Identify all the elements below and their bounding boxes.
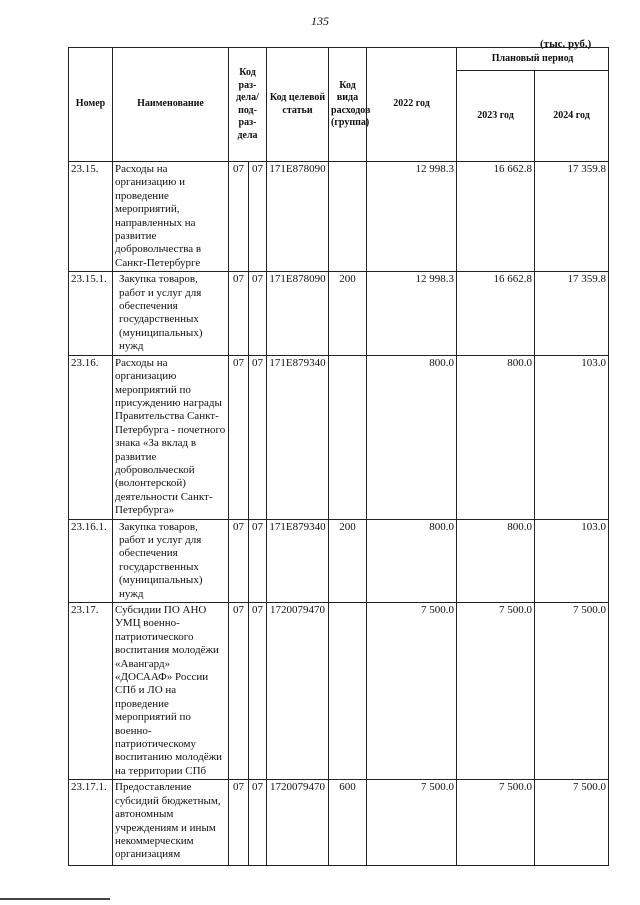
table-row <box>69 780 609 866</box>
row-name: Предоставление субсидий бюджетным, автономным учреждениям и иным некоммерческим организациям <box>113 780 229 866</box>
row-number: 23.17. <box>69 603 113 780</box>
row-2022: 7 500.0 <box>367 603 457 780</box>
table-row <box>69 162 609 272</box>
header-name: Наименование <box>113 48 229 162</box>
header-section-code: Код раз- дела/ под- раз- дела <box>229 48 267 162</box>
row-subsection: 07 <box>249 272 267 355</box>
row-number: 23.17.1. <box>69 780 113 866</box>
table-row <box>69 355 609 519</box>
table-row <box>69 272 609 355</box>
row-subsection: 07 <box>249 603 267 780</box>
row-2024: 17 359.8 <box>535 162 609 272</box>
header-expense-code: Код вида расходов (группа) <box>329 48 367 162</box>
row-subsection: 07 <box>249 162 267 272</box>
row-name: Закупка товаров, работ и услуг для обеспечения государственных (муниципальных) нужд <box>113 519 229 602</box>
row-2022: 12 998.3 <box>367 272 457 355</box>
table-row <box>69 519 609 602</box>
row-expense-code <box>329 355 367 519</box>
row-subsection: 07 <box>249 355 267 519</box>
row-target-code: 171E879340 <box>267 355 329 519</box>
row-expense-code: 600 <box>329 780 367 866</box>
header-target-code: Код целевой статьи <box>267 48 329 162</box>
footer-scan-line <box>0 898 110 900</box>
row-section: 07 <box>229 519 249 602</box>
row-target-code: 1720079470 <box>267 780 329 866</box>
row-name: Расходы на организацию и проведение мероприятий, направленных на развитие добровольчества в Санкт-Петербурге <box>113 162 229 272</box>
row-2024: 7 500.0 <box>535 780 609 866</box>
row-2023: 7 500.0 <box>457 780 535 866</box>
row-target-code: 171E879340 <box>267 519 329 602</box>
row-2022: 800.0 <box>367 519 457 602</box>
row-name: Расходы на организацию мероприятий по присуждению награды Правительства Санкт-Петербурга - почетного знака «За вклад в развитие добровольческой (волонтерской) деятельности Санкт-Петербурга» <box>113 355 229 519</box>
row-2024: 103.0 <box>535 519 609 602</box>
row-target-code: 1720079470 <box>267 603 329 780</box>
row-2022: 800.0 <box>367 355 457 519</box>
row-section: 07 <box>229 162 249 272</box>
page-number: 135 <box>311 14 329 28</box>
row-target-code: 171E878090 <box>267 272 329 355</box>
row-2024: 7 500.0 <box>535 603 609 780</box>
header-plan-period: Плановый период <box>457 48 609 71</box>
row-number: 23.16. <box>69 355 113 519</box>
row-2024: 103.0 <box>535 355 609 519</box>
row-subsection: 07 <box>249 780 267 866</box>
row-expense-code <box>329 162 367 272</box>
row-number: 23.15. <box>69 162 113 272</box>
row-2023: 800.0 <box>457 355 535 519</box>
header-2023: 2023 год <box>457 71 535 162</box>
row-2023: 16 662.8 <box>457 272 535 355</box>
header-number: Номер <box>69 48 113 162</box>
units-label: (тыс. руб.) <box>540 38 592 50</box>
table-row <box>69 603 609 780</box>
row-name: Закупка товаров, работ и услуг для обеспечения государственных (муниципальных) нужд <box>113 272 229 355</box>
row-2023: 800.0 <box>457 519 535 602</box>
row-expense-code <box>329 603 367 780</box>
row-expense-code: 200 <box>329 272 367 355</box>
row-name: Субсидии ПО АНО УМЦ военно-патриотического воспитания молодёжи «Авангард» «ДОСААФ» России СПб и ЛО на проведение мероприятий по военно-патриотическому воспитанию молодёжи на территории СПб <box>113 603 229 780</box>
row-number: 23.15.1. <box>69 272 113 355</box>
row-section: 07 <box>229 272 249 355</box>
row-target-code: 171E878090 <box>267 162 329 272</box>
row-section: 07 <box>229 355 249 519</box>
budget-table <box>68 47 609 866</box>
row-2023: 7 500.0 <box>457 603 535 780</box>
row-2024: 17 359.8 <box>535 272 609 355</box>
row-2022: 7 500.0 <box>367 780 457 866</box>
row-2022: 12 998.3 <box>367 162 457 272</box>
row-number: 23.16.1. <box>69 519 113 602</box>
row-subsection: 07 <box>249 519 267 602</box>
row-section: 07 <box>229 603 249 780</box>
row-expense-code: 200 <box>329 519 367 602</box>
row-section: 07 <box>229 780 249 866</box>
header-2024: 2024 год <box>535 71 609 162</box>
header-2022: 2022 год <box>367 48 457 162</box>
row-2023: 16 662.8 <box>457 162 535 272</box>
